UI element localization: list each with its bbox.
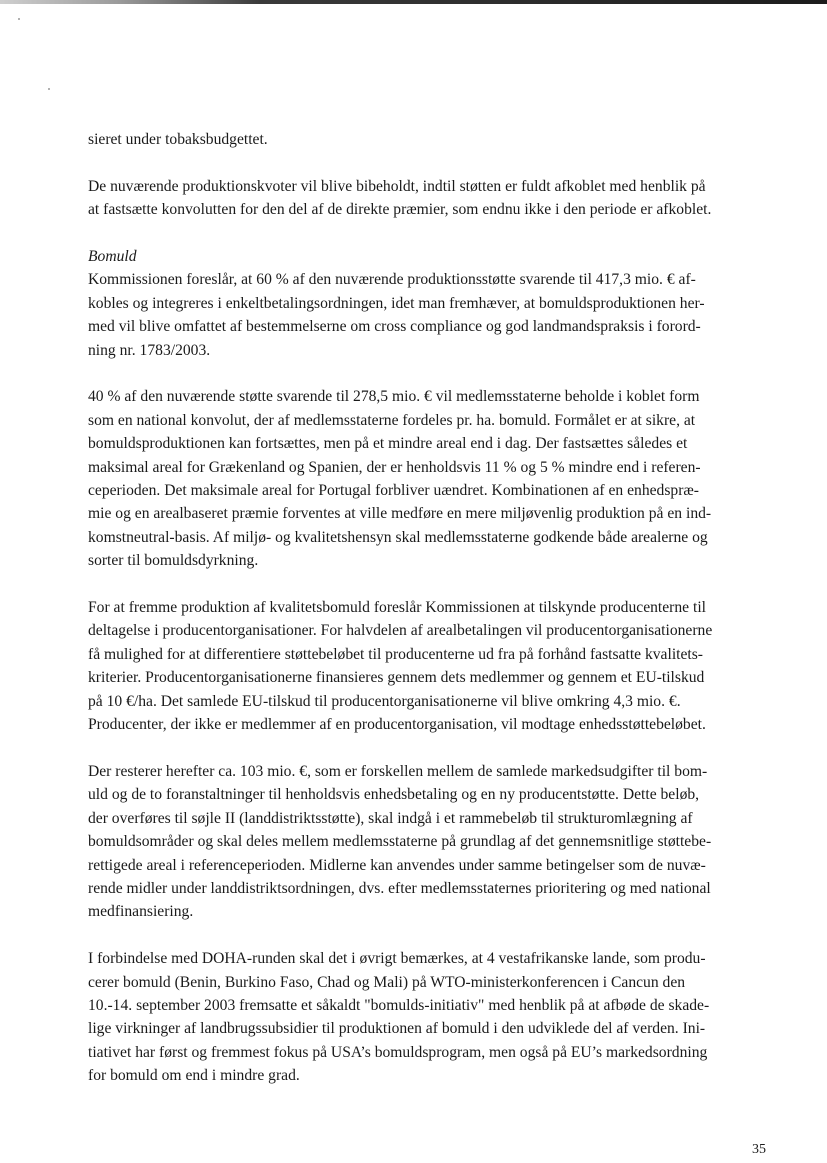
text-line: cerer bomuld (Benin, Burkino Faso, Chad og Mali) på WTO-ministerkonferencen i Cancun den <box>88 973 686 991</box>
text-line: bomuldsområder og skal deles mellem medlemsstaterne på grundlag af det gennemsnitlige støttebe- <box>88 833 712 851</box>
text-line: 10.-14. september 2003 fremsatte et såkaldt "bomulds-initiativ" med henblik på at afbøde de skade- <box>88 996 710 1014</box>
text-line: kriterier. Producentorganisationerne finansieres gennem dets medlemmer og gennem et EU-tilskud <box>88 669 705 687</box>
text-line: bomuldsproduktionen kan fortsættes, men på et mindre areal end i dag. Der fastsættes således et <box>88 435 688 453</box>
text-line: med vil blive omfattet af bestemmelserne om cross compliance og god landmandspraksis i forord- <box>88 318 701 336</box>
text-line: der overføres til søjle II (landdistriktsstøtte), skal indgå i et rammebeløb til strukturomlægning af <box>88 809 693 827</box>
text-line: maksimal areal for Grækenland og Spanien, der er henholdsvis 11 % og 5 % mindre end i referen- <box>88 458 701 476</box>
text-line: medfinansiering. <box>88 903 194 921</box>
text-line: 40 % af den nuværende støtte svarende til 278,5 mio. € vil medlemsstaterne beholde i koblet form <box>88 388 700 406</box>
section-heading: Bomuld <box>88 248 137 265</box>
text-line: tiativet har først og fremmest fokus på USA’s bomuldsprogram, men også på EU’s markedsordning <box>88 1043 708 1061</box>
document-body <box>88 128 768 1088</box>
text-line: kobles og integreres i enkeltbetalingsordningen, idet man fremhæver, at bomuldsproduktionen her- <box>88 294 705 312</box>
text-line: De nuværende produktionskvoter vil blive bibeholdt, indtil støtten er fuldt afkoblet med henblik på <box>88 177 706 195</box>
text-line: ceperioden. Det maksimale areal for Portugal forbliver uændret. Kombinationen af en enhedspræ- <box>88 482 699 500</box>
text-line: at fastsætte konvolutten for den del af de direkte præmier, som endnu ikke i den periode er afkoblet. <box>88 201 712 219</box>
text-line: komstneutral-basis. Af miljø- og kvalitetshensyn skal medlemsstaterne godkende både arealerne og <box>88 528 708 546</box>
text-line: ning nr. 1783/2003. <box>88 341 211 359</box>
paragraph <box>88 175 768 222</box>
text-line: mie og en arealbaseret præmie forventes at ville medføre en mere miljøvenlig produktion på en ind- <box>88 505 712 523</box>
paragraph <box>88 385 768 572</box>
text-line: på 10 €/ha. Det samlede EU-tilskud til producentorganisationerne vil blive omkring 4,3 mio. €. <box>88 692 681 710</box>
text-line: som en national konvolut, der af medlemsstaterne fordeles pr. ha. bomuld. Formålet er at sikre, at <box>88 411 696 429</box>
text-line: rettigede areal i referenceperioden. Midlerne kan anvendes under samme betingelser som de nuvæ- <box>88 856 706 874</box>
text-line: sieret under tobaksbudgettet. <box>88 131 268 148</box>
page-number: 35 <box>752 1142 766 1157</box>
paragraph <box>88 947 768 1087</box>
text-line: deltagelse i producentorganisationer. For halvdelen af arealbetalingen vil producentorganisationerne <box>88 622 713 640</box>
paragraph <box>88 760 768 924</box>
text-line: uld og de to foranstaltninger til henholdsvis enhedsbetaling og en ny producentstøtte. Dette beløb, <box>88 786 700 804</box>
paragraph <box>88 128 768 151</box>
text-line: Der resterer herefter ca. 103 mio. €, som er forskellen mellem de samlede markedsudgifter til bom- <box>88 762 708 780</box>
scan-speck <box>48 88 50 90</box>
text-line: rende midler under landdistriktsordningen, dvs. efter medlemsstaternes prioritering og med national <box>88 879 711 897</box>
text-line: sorter til bomuldsdyrkning. <box>88 552 259 570</box>
scan-edge <box>0 0 827 4</box>
paragraph <box>88 596 768 736</box>
paragraph-spacer <box>88 924 768 947</box>
text-line: Producenter, der ikke er medlemmer af en producentorganisation, vil modtage enhedsstøttebeløbet. <box>88 716 706 734</box>
scan-speck <box>18 18 20 20</box>
text-line: I forbindelse med DOHA-runden skal det i øvrigt bemærkes, at 4 vestafrikanske lande, som produ- <box>88 950 706 968</box>
paragraph <box>88 268 768 362</box>
text-line: Kommissionen foreslår, at 60 % af den nuværende produktionsstøtte svarende til 417,3 mio. € af- <box>88 271 696 289</box>
text-line: For at fremme produktion af kvalitetsbomuld foreslår Kommissionen at tilskynde producenterne til <box>88 599 706 617</box>
paragraph-spacer <box>88 573 768 596</box>
text-line: for bomuld om end i mindre grad. <box>88 1067 300 1085</box>
text-line: lige virkninger af landbrugssubsidier til produktionen af bomuld i den udviklede del af verden. Ini- <box>88 1020 706 1038</box>
paragraph-spacer <box>88 151 768 174</box>
paragraph-spacer <box>88 737 768 760</box>
text-line: få mulighed for at differentiere støttebeløbet til producenterne ud fra på forhånd fastsatte kvalitets- <box>88 645 703 663</box>
paragraph-spacer <box>88 222 768 245</box>
paragraph-spacer <box>88 362 768 385</box>
